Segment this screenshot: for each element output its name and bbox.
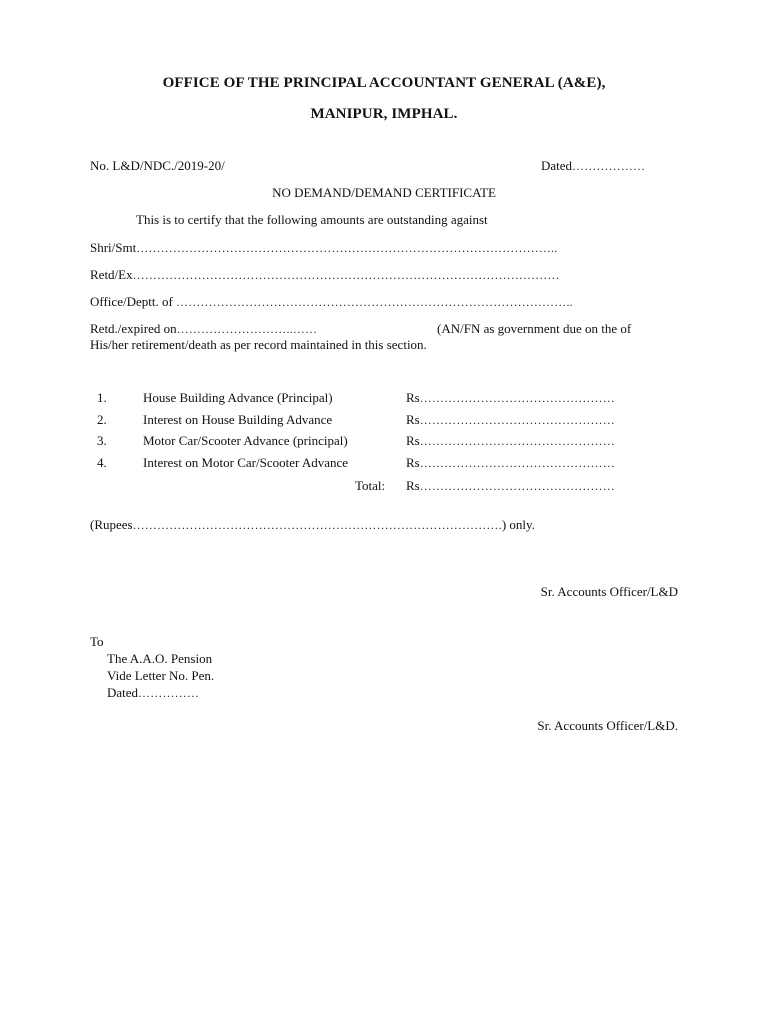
item-number: 3. bbox=[97, 433, 107, 448]
office-deptt-field bbox=[90, 294, 573, 310]
item-label: Motor Car/Scooter Advance (principal) bbox=[143, 433, 348, 448]
item-number: 4. bbox=[97, 455, 107, 470]
certificate-title: NO DEMAND/DEMAND CERTIFICATE bbox=[272, 185, 496, 200]
recipient-dated-label: Dated bbox=[107, 685, 139, 700]
item-label: Interest on Motor Car/Scooter Advance bbox=[143, 455, 349, 470]
item-rs-label: Rs bbox=[406, 390, 420, 405]
rupees-suffix: ) only. bbox=[501, 517, 535, 532]
item-amount-dots: ………………………………………… bbox=[419, 456, 615, 470]
total-label: Total: bbox=[355, 478, 386, 493]
signature-officer-final: Sr. Accounts Officer/L&D. bbox=[537, 718, 678, 733]
total-amount bbox=[406, 478, 615, 494]
item-label: House Building Advance (Principal) bbox=[143, 390, 333, 405]
item-number: 2. bbox=[97, 412, 107, 427]
dated-field bbox=[541, 158, 645, 174]
to-label: To bbox=[90, 634, 104, 649]
recipient-line: The A.A.O. Pension bbox=[107, 651, 213, 666]
dated-label: Dated bbox=[541, 158, 573, 173]
item-rs-label: Rs bbox=[406, 455, 420, 470]
retd-expired-field bbox=[90, 321, 317, 337]
office-deptt-label: Office/Deptt. of bbox=[90, 294, 173, 309]
item-amount-dots: ………………………………………… bbox=[419, 413, 615, 427]
item-amount-dots: ………………………………………… bbox=[419, 391, 615, 405]
item-number: 1. bbox=[97, 390, 107, 405]
shri-smt-label: Shri/Smt bbox=[90, 240, 137, 255]
rupees-in-words bbox=[90, 517, 535, 533]
item-amount-dots: ………………………………………… bbox=[419, 434, 615, 448]
total-rs-label: Rs bbox=[406, 478, 420, 493]
item-amount bbox=[406, 433, 615, 449]
item-rs-label: Rs bbox=[406, 433, 420, 448]
signature-officer: Sr. Accounts Officer/L&D bbox=[540, 584, 678, 599]
item-amount bbox=[406, 455, 615, 471]
rupees-prefix: (Rupees bbox=[90, 517, 133, 532]
recipient-dated bbox=[107, 685, 199, 701]
an-fn-text: (AN/FN as government due on the of bbox=[437, 321, 632, 336]
retd-ex-dots: …………………………………………………………………………………………… bbox=[132, 268, 560, 282]
retirement-line: His/her retirement/death as per record maintained in this section. bbox=[90, 337, 427, 352]
office-location: MANIPUR, IMPHAL. bbox=[310, 106, 458, 122]
office-deptt-dots: …………………………………………………………………………………….. bbox=[176, 295, 573, 309]
dated-dots: ……………… bbox=[572, 159, 646, 173]
retd-expired-label: Retd./expired on bbox=[90, 321, 177, 336]
item-label: Interest on House Building Advance bbox=[143, 412, 333, 427]
item-amount bbox=[406, 390, 615, 406]
total-amount-dots: ………………………………………… bbox=[419, 479, 615, 493]
item-rs-label: Rs bbox=[406, 412, 420, 427]
letter-reference: Vide Letter No. Pen. bbox=[107, 668, 215, 683]
retd-expired-dots: ………………………..…… bbox=[176, 322, 318, 336]
shri-smt-field bbox=[90, 240, 557, 256]
shri-smt-dots: ………………………………………………………………………………………….. bbox=[136, 241, 558, 255]
retd-ex-field bbox=[90, 267, 560, 283]
item-amount bbox=[406, 412, 615, 428]
reference-number: No. L&D/NDC./2019-20/ bbox=[90, 158, 225, 173]
retd-ex-label: Retd/Ex bbox=[90, 267, 133, 282]
intro-text: This is to certify that the following amounts are outstanding against bbox=[136, 212, 488, 227]
recipient-dated-dots: …………… bbox=[138, 686, 200, 700]
rupees-dots: ………………………………………………………………………………. bbox=[132, 518, 502, 532]
office-heading: OFFICE OF THE PRINCIPAL ACCOUNTANT GENERAL (A&E), bbox=[162, 75, 606, 91]
